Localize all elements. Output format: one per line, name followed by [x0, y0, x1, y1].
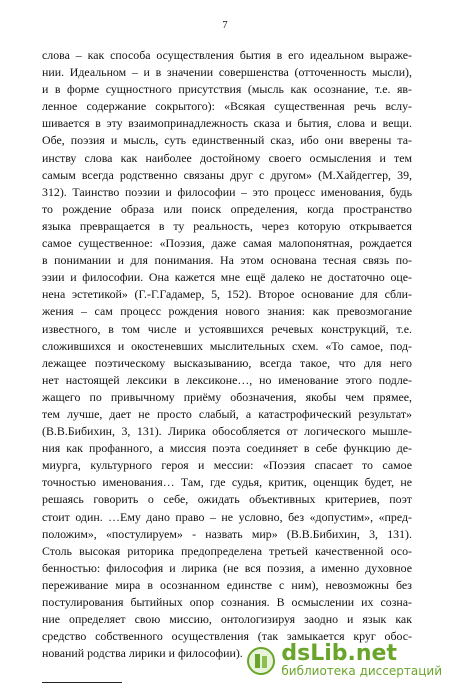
dslib-logo-icon	[246, 646, 276, 676]
text-line: постулирования бытийных опор сознания. В осмыслении их созна-	[42, 595, 412, 609]
text-line: точностью именования… Там, где судья, критик, оценщик будет, не	[42, 475, 412, 490]
text-line: нии. Идеальном – и в значении совершенства (отточенность мысли),	[42, 65, 412, 80]
dslib-watermark[interactable]	[246, 643, 442, 678]
footnote-rule	[42, 682, 122, 683]
text-line: (В.В.Бибихин, 3, 131). Лирика обособляется от логического мышле-	[42, 424, 412, 439]
text-line: нет настоящей лексики в лексиконе…, но именование этого подле-	[42, 372, 412, 387]
text-line: эзии и философии. Она кажется мне ещё далеко не достаточно оце-	[42, 270, 412, 285]
text-line: самым всегда родственно связаны друг с другом» (М.Хайдеггер, 39,	[42, 167, 412, 182]
text-line: известного, в том числе и устоявшихся речевых конструкций, т.е.	[42, 321, 412, 336]
text-line: нований родства лирики и философии).	[42, 646, 243, 661]
text-line: в понимании и для понимания. На этом основана тесная связь по-	[42, 253, 412, 268]
text-line: миурга, культурного героя и мессии: «Поэзия спасает то самое	[42, 458, 412, 473]
text-line: положим», «постулируем» - назвать мир» (В.В.Бибихин, 3, 131).	[42, 526, 412, 541]
text-line: 312). Таинство поэзии и философии – это процесс именования, будь	[42, 184, 412, 199]
text-line: и в форме сущностного присутствия (мысль как осознание, т.е. яв-	[42, 82, 412, 97]
text-line: ния как профанного, а миссия поэта соединяет в себе функцию де-	[42, 441, 412, 456]
text-line: средство собственного осуществления (так замыкается круг обос-	[42, 629, 412, 644]
page-number: 7	[222, 20, 228, 31]
text-line: жащего по привычному приёму обозначения, якобы чем прямее,	[42, 389, 412, 404]
text-line: ние определяет свою миссию, онтологизируя заодно и язык как	[42, 612, 412, 627]
text-line: сложившихся и окостеневших мыслительных схем. «То самое, под-	[42, 338, 412, 353]
text-line: то рождение образа или поиск определения, когда пространство	[42, 201, 412, 216]
text-line: инству слова как наиболее достойному своего осмысления и тем	[42, 150, 412, 165]
watermark-subtitle: библиотека диссертаций	[281, 664, 442, 678]
text-line: слова – как способа осуществления бытия в его идеальном выраже-	[42, 48, 412, 62]
text-line: ленное содержание сокрытого): «Всякая существенная речь вслу-	[42, 99, 412, 114]
text-line: Столь высокая риторика предопределена третьей качественной осо-	[42, 543, 412, 558]
body-text	[42, 47, 412, 662]
text-line: тем лучше, дает не просто слабый, а катастрофический результат»	[42, 406, 412, 421]
watermark-title: dsLib.net	[281, 641, 397, 666]
text-line: переживание мира в осознанном единстве с ним), невозможны без	[42, 577, 412, 592]
text-line: жения – сам процесс рождения нового знания: как превозмогание	[42, 304, 412, 319]
text-line: языка превращается в ту реальность, через которую открывается	[42, 218, 412, 233]
text-line: стоит один. …Ему дано право – не условно, без «допустим», «пред-	[42, 509, 412, 524]
text-line: бенностью: философия и лирика (не вся поэзия, а именно духовное	[42, 560, 412, 575]
text-line: шивается в эту взаимопринадлежность сказа и бытия, слова и вещи.	[42, 116, 412, 131]
text-line: самое существенное: «Поэзия, даже самая малопонятная, рождается	[42, 236, 412, 251]
text-line: решаясь говорить о себе, ожидать объективных критериев, поэт	[42, 492, 412, 507]
text-line: Обе, поэзия и мысль, суть единственный сказ, ибо они вверены та-	[42, 133, 412, 148]
text-line: нена эстетикой» (Г.-Г.Гадамер, 5, 152). Второе основание для сбли-	[42, 287, 412, 302]
text-line: лежащее поэтическому высказыванию, всегда такое, что для него	[42, 355, 412, 370]
